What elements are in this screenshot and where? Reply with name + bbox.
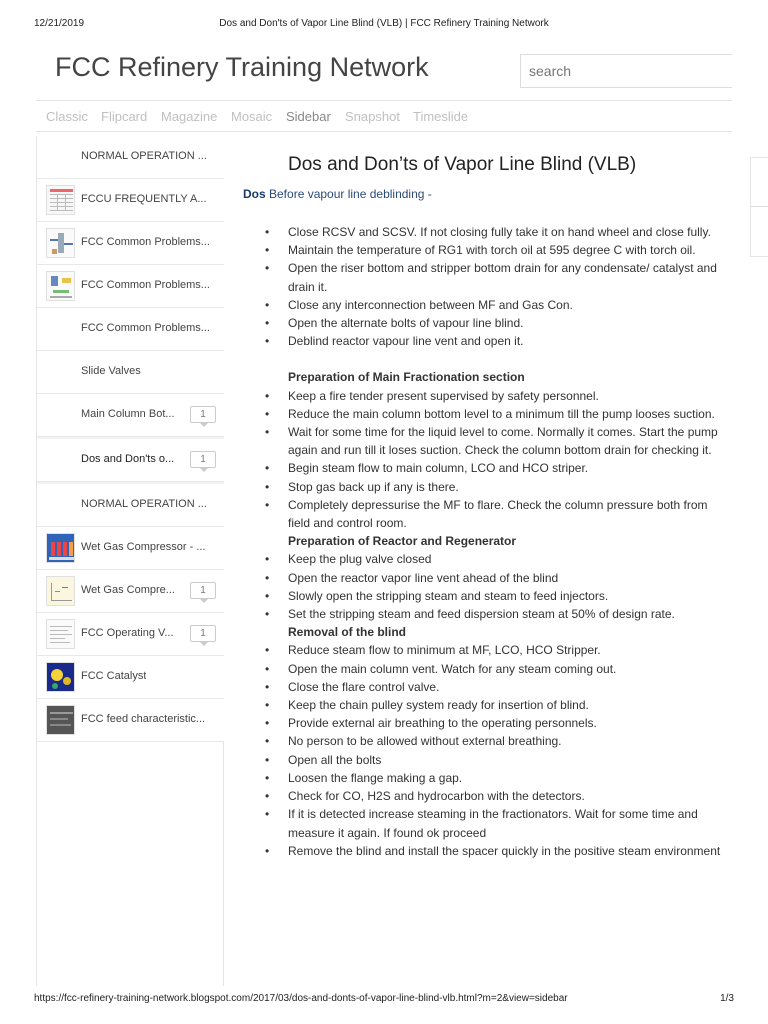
diagram-thumbnail-icon — [46, 228, 75, 258]
bullet-text: Stop gas back up if any is there. — [288, 479, 459, 494]
bullet-icon: • — [265, 316, 270, 331]
view-switcher-bar — [36, 100, 732, 132]
bullet-item — [262, 459, 722, 477]
section-heading: Preparation of Main Fractionation section — [288, 370, 525, 385]
article-content — [262, 223, 722, 860]
chart-thumbnail-icon — [46, 576, 75, 606]
sidebar-item-5[interactable] — [37, 351, 224, 394]
bullet-icon: • — [265, 388, 270, 403]
feed-thumbnail-icon — [46, 705, 75, 735]
bullet-icon: • — [265, 770, 270, 785]
bullet-text: Set the stripping steam and feed dispersion steam at 50% of design rate. — [288, 607, 675, 622]
bullet-icon: • — [265, 716, 270, 731]
article — [226, 136, 732, 986]
print-page-title: Dos and Don'ts of Vapor Line Blind (VLB) | FCC Refinery Training Network — [219, 18, 549, 29]
view-tab-classic[interactable]: Classic — [46, 109, 88, 124]
bullet-item — [262, 296, 722, 314]
print-page-number: 1/3 — [720, 993, 734, 1004]
bullet-icon: • — [265, 789, 270, 804]
section-heading: Removal of the blind — [288, 625, 407, 640]
comment-count-badge: 1 — [190, 451, 216, 468]
comment-count-badge: 1 — [190, 625, 216, 642]
sidebar-item-label: Dos and Don'ts o... — [81, 453, 175, 465]
bullet-icon: • — [265, 807, 270, 822]
bullet-text: Provide external air breathing to the operating personnels. — [288, 716, 597, 731]
bullet-item — [262, 223, 722, 241]
bullet-item — [262, 678, 722, 696]
search-input[interactable] — [520, 54, 732, 88]
bullet-item — [262, 314, 722, 332]
sidebar-item-4[interactable] — [37, 308, 224, 351]
bullet-item — [262, 787, 722, 805]
intro-bold: Dos — [243, 187, 266, 201]
sidebar-item-0[interactable] — [37, 136, 224, 179]
bullet-text: Keep the plug valve closed — [288, 552, 432, 567]
print-date: 12/21/2019 — [34, 18, 85, 29]
bullet-text: Deblind reactor vapour line vent and open it. — [288, 334, 524, 349]
bullet-item — [262, 496, 722, 532]
bullet-text: Open the reactor vapor line vent ahead of the blind — [288, 570, 559, 585]
bullet-icon: • — [265, 297, 270, 312]
bullet-icon: • — [265, 552, 270, 567]
bullet-icon: • — [265, 225, 270, 239]
bullet-icon: • — [265, 570, 270, 585]
bullet-item — [262, 387, 722, 405]
bullet-item — [262, 405, 722, 423]
bullet-text: Close any interconnection between MF and Gas Con. — [288, 297, 573, 312]
sidebar-item-3[interactable] — [37, 265, 224, 308]
bullet-icon: • — [265, 588, 270, 603]
bullet-text: Begin steam flow to main column, LCO and HCO striper. — [288, 461, 589, 476]
sidebar-item-label: FCC Common Problems... — [81, 236, 210, 248]
bullet-icon: • — [265, 497, 270, 512]
sidebar-item-6[interactable] — [37, 394, 224, 437]
sidebar-item-8[interactable] — [37, 484, 224, 527]
bullet-icon: • — [265, 425, 270, 440]
bullet-text: Keep the chain pulley system ready for insertion of blind. — [288, 698, 589, 713]
document-thumbnail-icon — [46, 619, 75, 649]
bullet-icon: • — [265, 734, 270, 749]
sidebar-item-label: Main Column Bot... — [81, 408, 175, 420]
bullet-item — [262, 805, 722, 841]
bullet-item — [262, 660, 722, 678]
bullet-icon: • — [265, 479, 270, 494]
intro-text: Before vapour line deblinding - — [265, 187, 432, 201]
bullet-item — [262, 423, 722, 459]
sidebar-item-label: FCC Common Problems... — [81, 279, 210, 291]
bullet-item — [262, 696, 722, 714]
bullet-icon: • — [265, 752, 270, 767]
view-tab-flipcard[interactable]: Flipcard — [101, 109, 148, 124]
sidebar-item-11[interactable] — [37, 613, 224, 656]
sidebar-item-label: Slide Valves — [81, 365, 141, 377]
bullet-item — [262, 478, 722, 496]
bullet-text: No person to be allowed without external breathing. — [288, 734, 562, 749]
sidebar-item-label: NORMAL OPERATION ... — [81, 498, 207, 510]
post-sidebar — [36, 136, 224, 986]
bullet-text: Maintain the temperature of RG1 with torch oil at 595 degree C with torch oil. — [288, 243, 696, 258]
sidebar-item-label: NORMAL OPERATION ... — [81, 150, 207, 162]
section-heading: Preparation of Reactor and Regenerator — [288, 534, 517, 549]
bullet-item — [262, 605, 722, 623]
bullet-icon: • — [265, 698, 270, 713]
view-tab-mosaic[interactable]: Mosaic — [231, 109, 273, 124]
view-tab-magazine[interactable]: Magazine — [161, 109, 218, 124]
right-side-panel — [750, 157, 768, 257]
panel-divider — [751, 206, 768, 207]
sidebar-item-label: FCC Operating V... — [81, 627, 174, 639]
sidebar-item-9[interactable] — [37, 527, 224, 570]
bullet-text: Loosen the flange making a gap. — [288, 770, 463, 785]
sidebar-item-label: Wet Gas Compressor - ... — [81, 541, 206, 553]
article-intro — [243, 187, 432, 201]
bullet-text: Slowly open the stripping steam and steam to feed injectors. — [288, 588, 609, 603]
view-tab-snapshot[interactable]: Snapshot — [345, 109, 400, 124]
comment-count-badge: 1 — [190, 406, 216, 423]
bullet-text: Check for CO, H2S and hydrocarbon with the detectors. — [288, 789, 585, 804]
content-spacer — [262, 350, 722, 368]
print-url: https://fcc-refinery-training-network.blogspot.com/2017/03/dos-and-donts-of-vapor-line-blind-vlb.html?m=2&view=sidebar — [34, 993, 568, 1004]
table-thumbnail-icon — [46, 185, 75, 215]
sidebar-item-label: FCC feed characteristic... — [81, 713, 206, 725]
bullet-text: If it is detected increase steaming in the fractionators. Wait for some time and measure it again. If found ok proceed — [288, 807, 698, 840]
view-tab-sidebar[interactable]: Sidebar — [286, 109, 331, 124]
bullet-text: Open the alternate bolts of vapour line blind. — [288, 316, 524, 331]
sidebar-item-1[interactable] — [37, 179, 224, 222]
catalyst-thumbnail-icon — [46, 662, 75, 692]
bullet-icon: • — [265, 843, 270, 858]
sidebar-item-label: FCC Catalyst — [81, 670, 147, 682]
bullet-item — [262, 241, 722, 259]
comment-count-badge: 1 — [190, 582, 216, 599]
compressor-thumbnail-icon — [46, 533, 75, 563]
bullet-text: Open the riser bottom and stripper bottom drain for any condensate/ catalyst and drain it. — [288, 261, 717, 294]
bullet-text: Open all the bolts — [288, 752, 382, 767]
bullet-icon: • — [265, 406, 270, 421]
print-footer — [34, 993, 734, 1007]
bullet-item — [262, 714, 722, 732]
bullet-item — [262, 569, 722, 587]
bullet-text: Close RCSV and SCSV. If not closing fully take it on hand wheel and close fully. — [288, 225, 711, 239]
bullet-item — [262, 550, 722, 568]
bullet-text: Remove the blind and install the spacer quickly in the positive steam environment — [288, 843, 721, 858]
view-tab-timeslide[interactable]: Timeslide — [413, 109, 469, 124]
bullet-item — [262, 259, 722, 295]
sidebar-item-label: Wet Gas Compre... — [81, 584, 175, 596]
bullet-item — [262, 587, 722, 605]
sidebar-item-label: FCC Common Problems... — [81, 322, 210, 334]
bullet-text: Close the flare control valve. — [288, 679, 440, 694]
site-title[interactable]: FCC Refinery Training Network — [55, 52, 429, 82]
bullet-icon: • — [265, 679, 270, 694]
bullet-item — [262, 641, 722, 659]
bullet-icon: • — [265, 261, 270, 276]
bullet-item — [262, 842, 722, 860]
bullet-item — [262, 769, 722, 787]
bullet-text: Keep a fire tender present supervised by safety personnel. — [288, 388, 599, 403]
sidebar-item-13[interactable] — [37, 699, 224, 742]
sidebar-item-12[interactable] — [37, 656, 224, 699]
bullet-icon: • — [265, 461, 270, 476]
sidebar-item-7-active[interactable] — [37, 439, 224, 482]
flow-diagram-thumbnail-icon — [46, 271, 75, 301]
bullet-text: Reduce the main column bottom level to a minimum till the pump looses suction. — [288, 406, 715, 421]
bullet-icon: • — [265, 334, 270, 349]
article-title: Dos and Don’ts of Vapor Line Blind (VLB) — [288, 154, 637, 175]
print-header — [34, 18, 734, 32]
bullet-text: Wait for some time for the liquid level to come. Normally it comes. Start the pump again and run till it loses suction. Check the column bottom drain for checking it. — [288, 425, 718, 458]
bullet-item — [262, 751, 722, 769]
bullet-item — [262, 732, 722, 750]
bullet-text: Reduce steam flow to minimum at MF, LCO, HCO Stripper. — [288, 643, 601, 658]
bullet-icon: • — [265, 643, 270, 658]
bullet-text: Completely depressurise the MF to flare. Check the column pressure both from field and control room. — [288, 497, 708, 531]
bullet-item — [262, 332, 722, 350]
bullet-icon: • — [265, 661, 270, 676]
bullet-icon: • — [265, 243, 270, 258]
sidebar-item-2[interactable] — [37, 222, 224, 265]
bullet-icon: • — [265, 607, 270, 622]
sidebar-item-10[interactable] — [37, 570, 224, 613]
sidebar-item-label: FCCU FREQUENTLY A... — [81, 193, 207, 205]
bullet-text: Open the main column vent. Watch for any steam coming out. — [288, 661, 617, 676]
